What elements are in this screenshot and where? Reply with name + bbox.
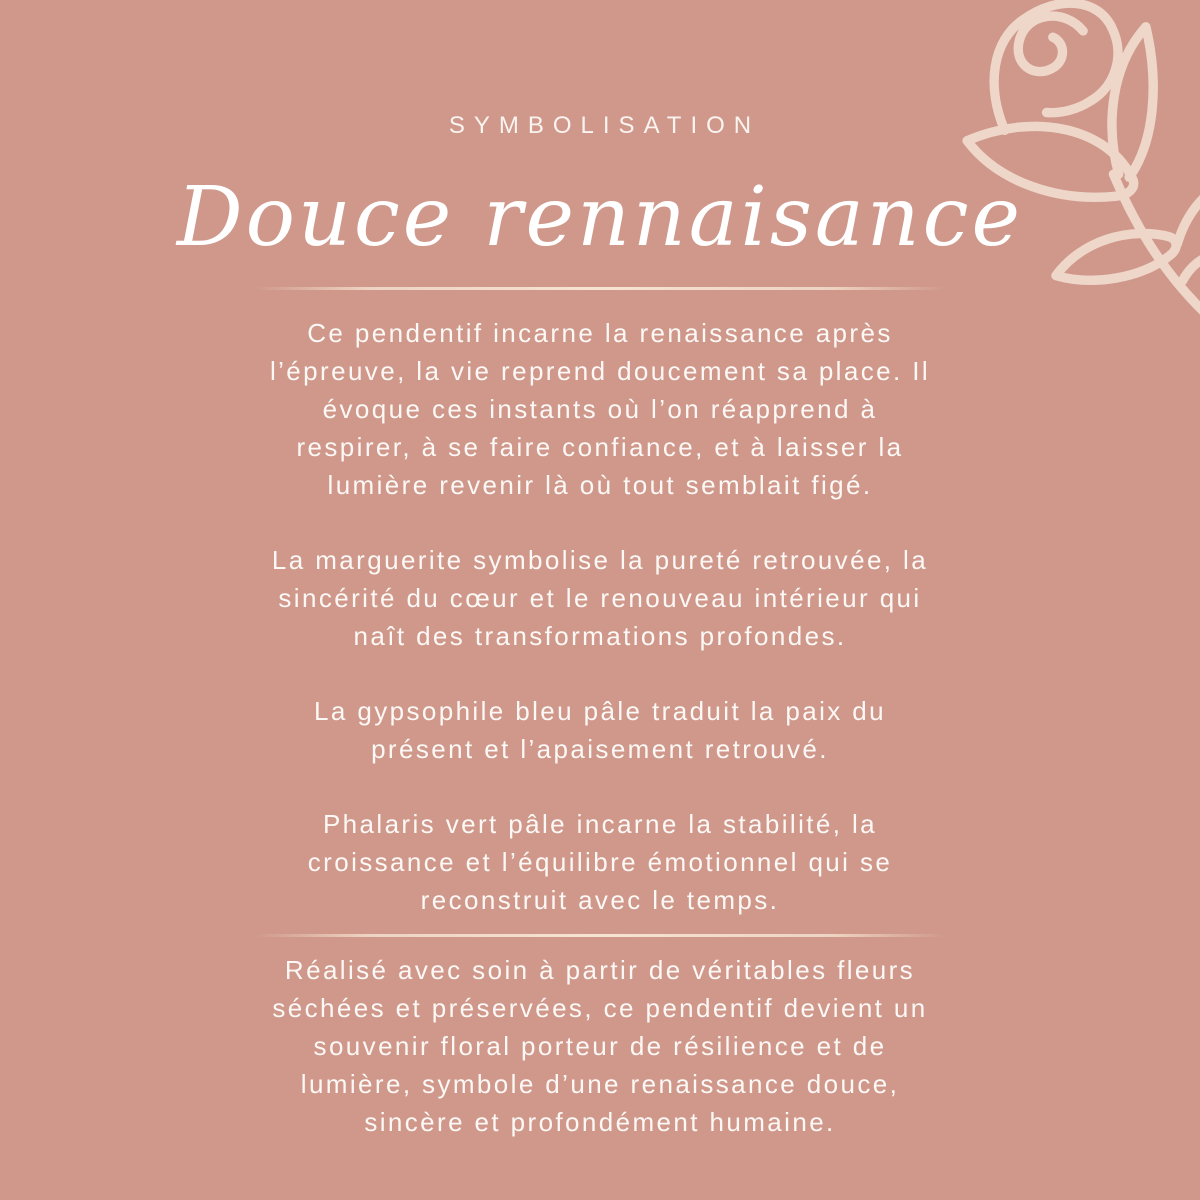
rose-right-petal	[1112, 27, 1153, 178]
header-divider	[255, 287, 945, 290]
paragraph-line: Ce pendentif incarne la renaissance après	[307, 317, 893, 348]
paragraph-line: La marguerite symbolise la pureté retrouvée, la	[271, 544, 929, 575]
paragraph	[0, 314, 1200, 504]
paragraph-line: respirer, à se faire confiance, et à laisser la	[296, 431, 904, 462]
rose-line-art-illustration	[920, 0, 1200, 331]
paragraph-line: lumière revenir là où tout semblait figé.	[327, 469, 873, 500]
paragraph	[0, 805, 1200, 919]
paragraph-line: sincère et profondément humaine.	[364, 1106, 836, 1137]
paragraph-line: l’épreuve, la vie reprend doucement sa place. Il	[269, 355, 931, 386]
paragraph-line: reconstruit avec le temps.	[420, 884, 780, 915]
page-title: Douce rennaisance	[176, 170, 1024, 265]
paragraph	[0, 541, 1200, 655]
paragraph-line: croissance et l’équilibre émotionnel qui se	[307, 846, 893, 877]
section-divider	[255, 934, 945, 937]
paragraph-line: Réalisé avec soin à partir de véritables fleurs	[284, 954, 916, 985]
paragraph-line: souvenir floral porteur de résilience et de	[313, 1030, 887, 1061]
paragraph-line: lumière, symbole d’une renaissance douce,	[300, 1068, 900, 1099]
paragraph-line: séchées et préservées, ce pendentif devient un	[272, 992, 928, 1023]
rose-bud-spiral	[1018, 16, 1083, 71]
paragraph-line: Phalaris vert pâle incarne la stabilité, la	[322, 808, 878, 839]
paragraph-line: sincérité du cœur et le renouveau intérieur qui	[278, 582, 922, 613]
paragraph	[0, 951, 1200, 1141]
paragraph-line: naît des transformations profondes.	[353, 620, 847, 651]
body-text	[0, 314, 1200, 1141]
paragraph-line: évoque ces instants où l’on réapprend à	[322, 393, 878, 424]
eyebrow-label: SYMBOLISATION	[448, 112, 761, 139]
paragraph	[0, 692, 1200, 768]
paragraph-line: présent et l’apaisement retrouvé.	[371, 733, 829, 764]
paragraph-line: La gypsophile bleu pâle traduit la paix du	[313, 695, 887, 726]
